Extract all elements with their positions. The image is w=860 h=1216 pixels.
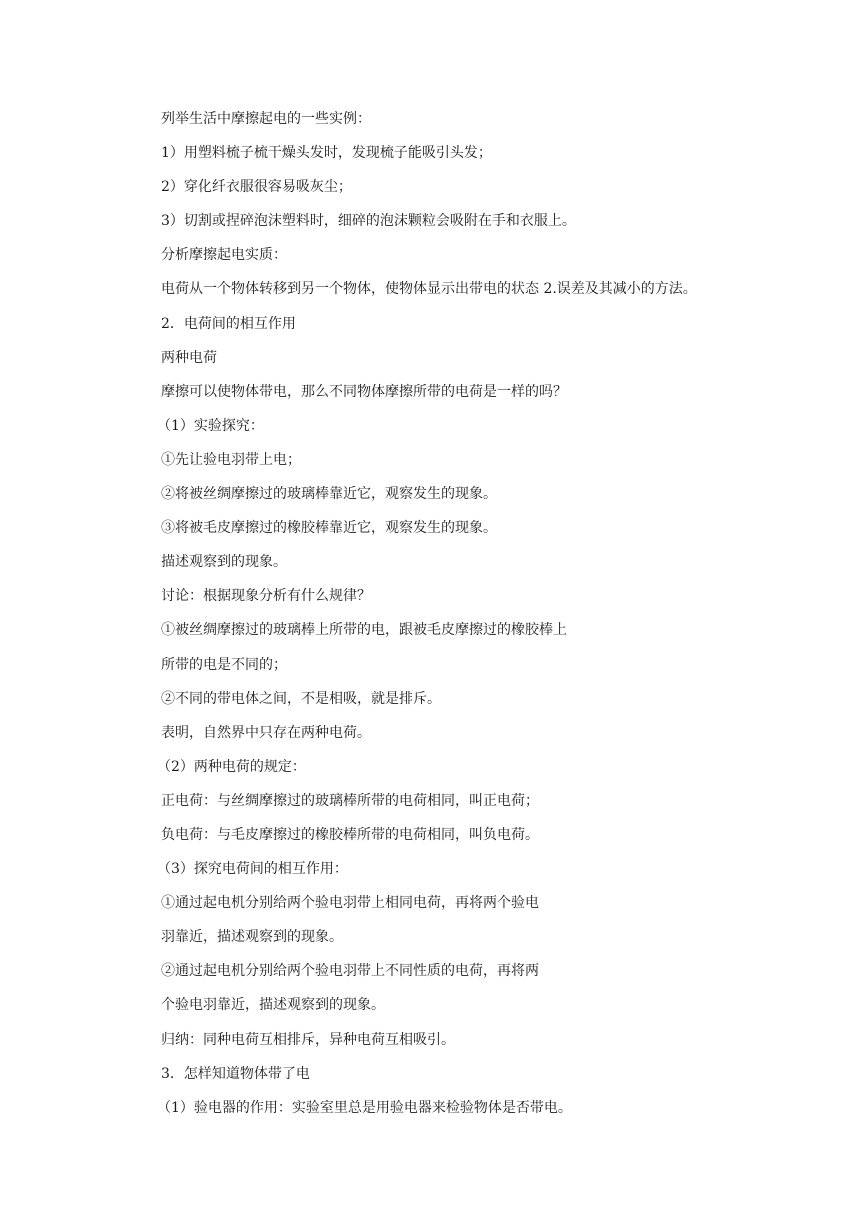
text-line: 归纳：同种电荷互相排斥，异种电荷互相吸引。	[161, 1031, 455, 1048]
text-line: 1）用塑料梳子梳干燥头发时，发现梳子能吸引头发；	[161, 145, 492, 162]
text-line: 电荷从一个物体转移到另一个物体，使物体显示出带电的状态 2.误差及其减小的方法。	[161, 281, 697, 298]
text-line: ①通过起电机分别给两个验电羽带上相同电荷，再将两个验电	[161, 895, 539, 912]
text-line: 个验电羽靠近，描述观察到的现象。	[161, 997, 385, 1014]
text-line: ②不同的带电体之间，不是相吸，就是排斥。	[161, 690, 441, 707]
text-line: 分析摩擦起电实质：	[161, 247, 287, 264]
text-line: （2）两种电荷的规定：	[157, 758, 306, 775]
document-body	[157, 109, 781, 1132]
text-line: ②通过起电机分别给两个验电羽带上不同性质的电荷，再将两	[161, 963, 539, 980]
text-line: ②将被丝绸摩擦过的玻璃棒靠近它，观察发生的现象。	[161, 486, 497, 503]
text-line: （1）实验探究：	[157, 417, 264, 434]
section-heading: 3．怎样知道物体带了电	[161, 1065, 310, 1082]
text-line: （1）验电器的作用：实验室里总是用验电器来检验物体是否带电。	[157, 1099, 572, 1116]
text-line: 羽靠近，描述观察到的现象。	[161, 929, 343, 946]
text-line: 表明，自然界中只存在两种电荷。	[161, 724, 371, 741]
text-line: 所带的电是不同的；	[161, 656, 287, 673]
text-line: 3）切割或捏碎泡沫塑料时，细碎的泡沫颗粒会吸附在手和衣服上。	[161, 213, 576, 230]
section-heading: 2．电荷间的相互作用	[161, 315, 296, 332]
text-line: 摩擦可以使物体带电，那么不同物体摩擦所带的电荷是一样的吗？	[161, 383, 567, 400]
text-line: （3）探究电荷间的相互作用：	[157, 861, 348, 878]
text-line: ①先让验电羽带上电；	[161, 451, 301, 468]
text-line: 列举生活中摩擦起电的一些实例：	[161, 111, 371, 127]
text-line: ③将被毛皮摩擦过的橡胶棒靠近它，观察发生的现象。	[161, 520, 497, 537]
text-line: 描述观察到的现象。	[161, 554, 287, 571]
text-line: 负电荷：与毛皮摩擦过的橡胶棒所带的电荷相同，叫负电荷。	[161, 826, 539, 843]
text-line: 讨论：根据现象分析有什么规律？	[161, 588, 371, 605]
text-line: 正电荷：与丝绸摩擦过的玻璃棒所带的电荷相同，叫正电荷；	[161, 792, 539, 809]
text-line: 2）穿化纤衣服很容易吸灰尘；	[161, 179, 352, 196]
subsection-heading: 两种电荷	[161, 349, 217, 366]
text-line: ①被丝绸摩擦过的玻璃棒上所带的电，跟被毛皮摩擦过的橡胶棒上	[161, 622, 567, 639]
